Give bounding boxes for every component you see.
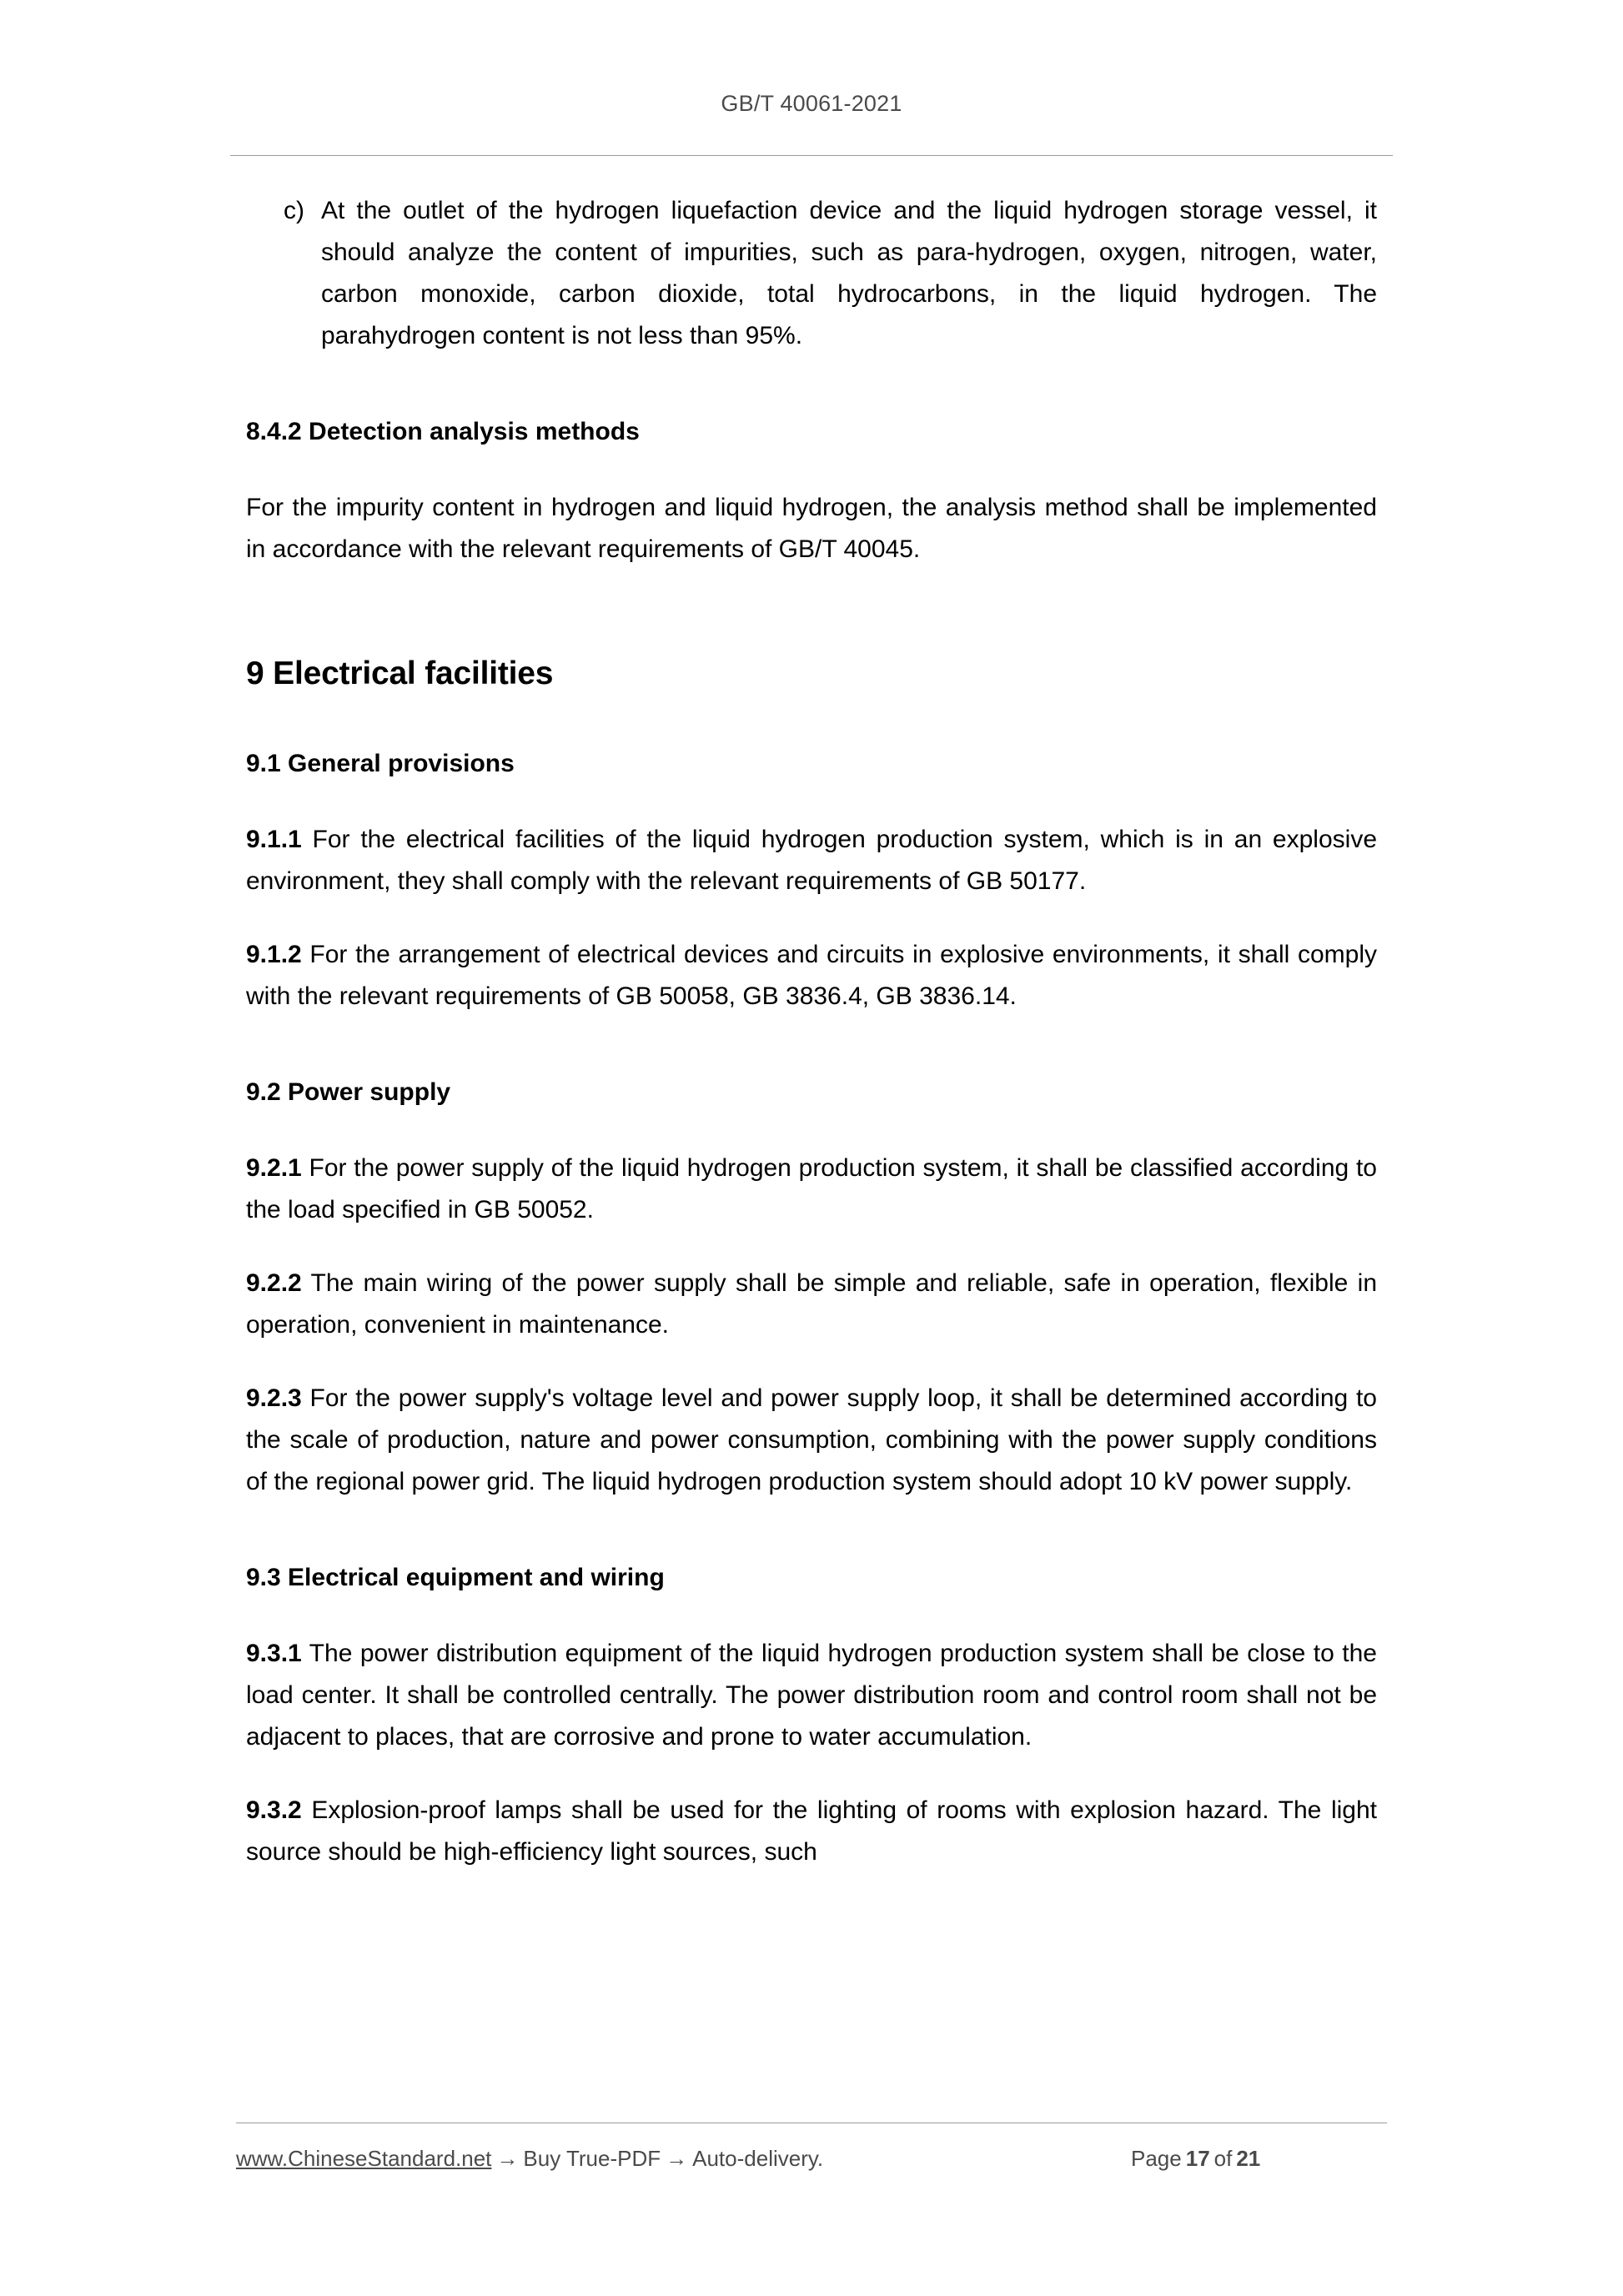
- clause-number: 9.1.1: [246, 826, 302, 853]
- paragraph-9-1-2: [246, 934, 1377, 1017]
- paragraph-9-1-1: [246, 819, 1377, 902]
- clause-number: 9.1.2: [246, 941, 302, 968]
- paragraph-9-3-2: [246, 1790, 1377, 1873]
- clause-text: For the arrangement of electrical devices and circuits in explosive environments, it shall comply with the relevant requirements of GB 50058, GB 3836.4, GB 3836.14.: [246, 941, 1377, 1010]
- heading-9: 9 Electrical facilities: [246, 656, 554, 691]
- arrow-right-icon: →: [496, 2146, 519, 2171]
- paragraph-9-2-3: [246, 1378, 1377, 1503]
- clause-number: 9.3.2: [246, 1796, 302, 1824]
- page-header: [230, 90, 1393, 117]
- spacer: [246, 1049, 1377, 1074]
- paragraph-9-2-1: [246, 1148, 1377, 1231]
- clause-text: For the power supply's voltage level and power supply loop, it shall be determined according to the scale of production, nature and power consumption, combining with the power supply conditions of the regional power grid. The liquid hydrogen production system should adopt 10 kV power supply.: [246, 1384, 1377, 1495]
- footer-buy-text: Buy True-PDF: [523, 2146, 661, 2171]
- heading-9-2: 9.2 Power supply: [246, 1078, 451, 1106]
- list-item-marker: c): [284, 197, 304, 224]
- spacer: [246, 1596, 1377, 1633]
- clause-number: 9.2.1: [246, 1154, 302, 1182]
- clause-text: For the power supply of the liquid hydrogen production system, it shall be classified according to the load specified in GB 50052.: [246, 1154, 1377, 1223]
- heading-9-1: 9.1 General provisions: [246, 750, 515, 777]
- clause-text: Explosion-proof lamps shall be used for the lighting of rooms with explosion hazard. The light source should be high-efficiency light sources, such: [246, 1796, 1377, 1866]
- paragraph-9-3-1: [246, 1633, 1377, 1758]
- clause-number: 9.2.2: [246, 1269, 302, 1297]
- chinesestandard-link[interactable]: www.ChineseStandard.net: [236, 2146, 492, 2171]
- footer-promo: [236, 2142, 823, 2175]
- heading-8-4-2: 8.4.2 Detection analysis methods: [246, 418, 640, 445]
- header-divider: [230, 155, 1393, 156]
- list-item: [246, 190, 1377, 357]
- list-item-text: At the outlet of the hydrogen liquefaction device and the liquid hydrogen storage vessel, it should analyze the content of impurities, such as para-hydrogen, oxygen, nitrogen, water, carbon monoxide, carbon dioxide, total hydrocarbons, in the liquid hydrogen. The parahydrogen content is not less than 95%.: [321, 197, 1377, 349]
- spacer: [246, 782, 1377, 819]
- clause-number: 9.3.1: [246, 1640, 302, 1667]
- clause-text: For the electrical facilities of the liquid hydrogen production system, which is in an explosive environment, they shall comply with the relevant requirements of GB 50177.: [246, 826, 1377, 895]
- clause-text: The power distribution equipment of the liquid hydrogen production system shall be close to the load center. It shall be controlled centrally. The power distribution room and control room shall not be adjacent to places, that are corrosive and prone to water accumulation.: [246, 1640, 1377, 1751]
- spacer: [246, 602, 1377, 654]
- page-footer: [236, 2142, 1387, 2175]
- spacer: [246, 389, 1377, 414]
- standard-code-header: GB/T 40061-2021: [721, 91, 902, 116]
- current-page-number: 17: [1185, 2146, 1210, 2171]
- spacer: [246, 450, 1377, 487]
- footer-delivery-text: Auto-delivery.: [692, 2146, 824, 2171]
- spacer: [246, 694, 1377, 746]
- arrow-right-icon: →: [666, 2146, 688, 2171]
- spacer: [246, 1535, 1377, 1560]
- document-content: [246, 190, 1377, 1905]
- clause-text: The main wiring of the power supply shall be simple and reliable, safe in operation, flexible in operation, convenient in maintenance.: [246, 1269, 1377, 1339]
- page-label: Page: [1131, 2146, 1182, 2171]
- paragraph-9-2-2: [246, 1263, 1377, 1346]
- heading-9-3: 9.3 Electrical equipment and wiring: [246, 1564, 665, 1591]
- paragraph-8-4-2: For the impurity content in hydrogen and liquid hydrogen, the analysis method shall be implemented in accordance with the relevant requirements of GB/T 40045.: [246, 494, 1377, 563]
- total-page-number: 21: [1236, 2146, 1261, 2171]
- spacer: [246, 1111, 1377, 1148]
- page-indicator: [1128, 2142, 1262, 2175]
- clause-number: 9.2.3: [246, 1384, 302, 1412]
- of-label: of: [1213, 2146, 1233, 2171]
